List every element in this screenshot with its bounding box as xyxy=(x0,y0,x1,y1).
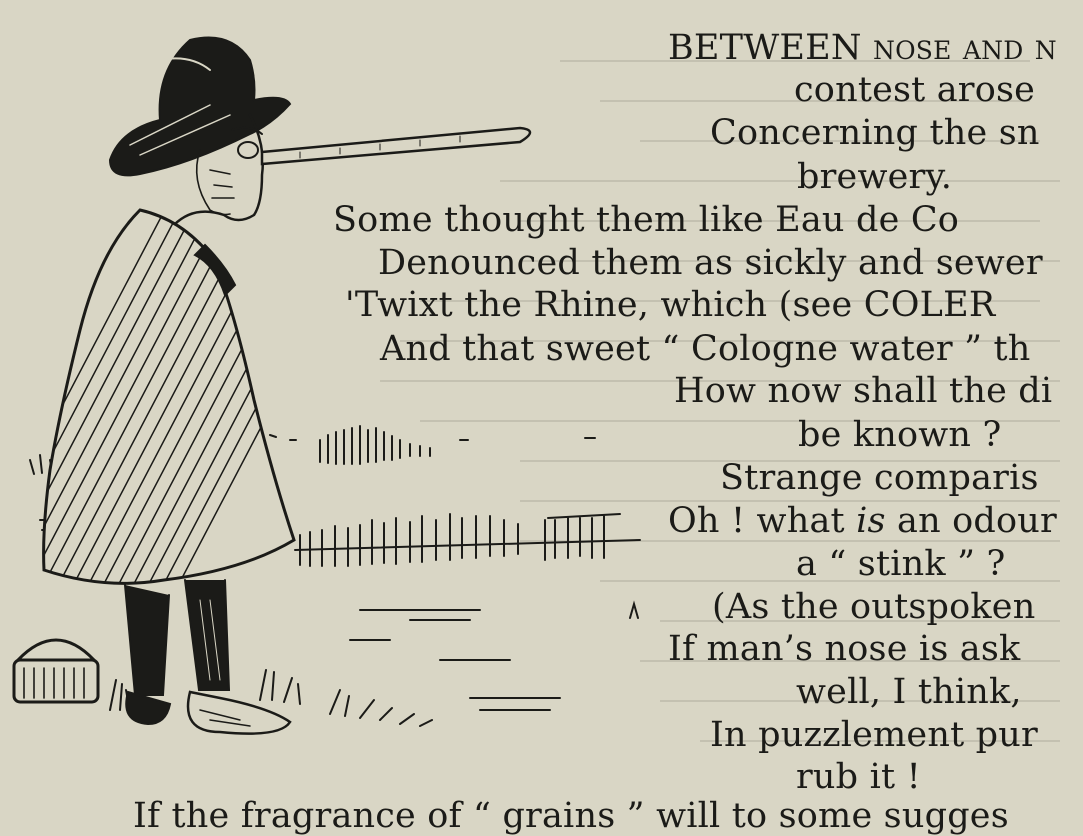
poem-line-4: brewery. xyxy=(797,157,953,197)
poem-line-1: BETWEEN nose and n xyxy=(668,28,1057,68)
poem-line-5: Some thought them like Eau de Co xyxy=(333,200,960,240)
basket-icon xyxy=(14,640,98,702)
poem-line-2: contest arose xyxy=(794,70,1036,110)
cartoon-illustration xyxy=(0,20,660,780)
poem-line-10: be known ? xyxy=(798,415,1002,455)
poem-line-18: rub it ! xyxy=(796,757,921,797)
poem-line-19: If the fragrance of “ grains ” will to some sugges xyxy=(133,796,1009,836)
nose-icon xyxy=(262,128,530,164)
poem-line-13: a “ stink ” ? xyxy=(796,544,1006,584)
ink-mark xyxy=(630,604,638,618)
poem-line-8: And that sweet “ Cologne water ” th xyxy=(380,329,1031,369)
poem-line-3: Concerning the sn xyxy=(710,113,1040,153)
man-with-long-nose xyxy=(0,38,530,734)
poem-line-15: If man’s nose is ask xyxy=(668,629,1021,669)
poem-line-17: In puzzlement pur xyxy=(710,715,1038,755)
poem-line-9: How now shall the di xyxy=(674,371,1053,411)
poem-line-6: Denounced them as sickly and sewer xyxy=(378,243,1043,283)
poem-line-11: Strange comparis xyxy=(720,458,1039,498)
reeds-icon xyxy=(270,426,640,566)
poem-line-16: well, I think, xyxy=(796,672,1022,712)
poem-line-14: (As the outspoken xyxy=(712,587,1036,627)
poem-line-12: Oh ! what is an odour xyxy=(668,501,1057,541)
poem-line-7: 'Twixt the Rhine, which (see COLER xyxy=(345,285,996,325)
